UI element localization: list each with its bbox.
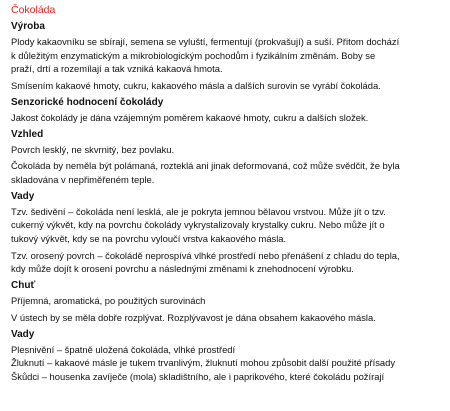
text-line: kdy může dojít k orosení povrchu a následnými změnami k znehodnocení výrobku.: [11, 263, 354, 275]
text-line: skladována v nepřiměřeném teple.: [11, 173, 155, 185]
text-line: Plody kakaovníku se sbírají, semena se vyluští, fermentují (prokvašují) a suší. Přitom dochází: [11, 36, 400, 47]
paragraph-chut-1: Příjemná, aromatická, po použitých surovinách: [11, 295, 206, 307]
paragraph-vyroba-1: [11, 35, 450, 76]
text-line: Tzv. orosený povrch – čokoládě neprospívá vlhké prostředí nebo přenášení z chladu do tepla,: [11, 249, 400, 261]
paragraph-vady-1-1: [11, 205, 450, 246]
text-line: k důležitým enzymatickým a mikrobiologickým pochodům i fyzikálním změnám. Boby se: [11, 49, 376, 61]
paragraph-senzoricke-1: Jakost čokolády je dána vzájemným poměrem kakaové hmoty, cukru a dalších složek.: [11, 111, 369, 123]
paragraph-vzhled-2: [11, 159, 450, 186]
text-line: praží, drtí a rozemílají a tak vzniká kakaová hmota.: [11, 63, 223, 75]
section-heading-senzoricke: Senzorické hodnocení čokolády: [11, 96, 164, 108]
document-title: Čokoláda: [11, 4, 56, 16]
text-line: Čokoláda by neměla být polámaná, rozteklá ani jinak deformovaná, což může svědčit, že byla: [11, 160, 400, 172]
text-line: Tzv. šedivění – čokoláda není lesklá, ale je pokryta jemnou bělavou vrstvou. Může jít o tzv.: [11, 205, 386, 217]
section-heading-vzhled: Vzhled: [11, 128, 44, 140]
paragraph-vyroba-2: Smísením kakaové hmoty, cukru, kakaového másla a dalších surovin se vyrábí čokoláda.: [11, 80, 381, 92]
text-line: cukerný výkvět, kdy na povrchu čokolády vykrystalizovaly krystalky cukru. Nebo může jít o: [11, 219, 385, 231]
section-heading-vyroba: Výroba: [11, 21, 45, 32]
section-heading-chut: Chuť: [11, 280, 36, 292]
list-item: Žluknutí – kakaové másle je tukem trvanlivým, žluknutí mohou způsobit další použité přísady: [11, 357, 396, 369]
paragraph-vzhled-1: Povrch lesklý, ne skvrnitý, bez povlaku.: [11, 143, 175, 155]
paragraph-chut-2: V ústech by se měla dobře rozplývat. Rozplývavost je dána obsahem kakaového másla.: [11, 311, 376, 323]
paragraph-vady-1-2: [11, 249, 450, 276]
list-item: Plesnivění – špatně uložená čokoláda, vlhké prostředí: [11, 343, 236, 355]
section-heading-vady-1: Vady: [11, 190, 35, 202]
section-heading-vady-2: Vady: [11, 328, 35, 340]
text-line: tukový výkvět, kdy se na povrchu vyloučí vrstva kakaového másla.: [11, 233, 287, 245]
defect-list: [11, 343, 450, 384]
list-item: Škůdci – housenka zavíječe (mola) skladištního, ale i paprikového, které čokoládu požírají: [11, 370, 385, 382]
